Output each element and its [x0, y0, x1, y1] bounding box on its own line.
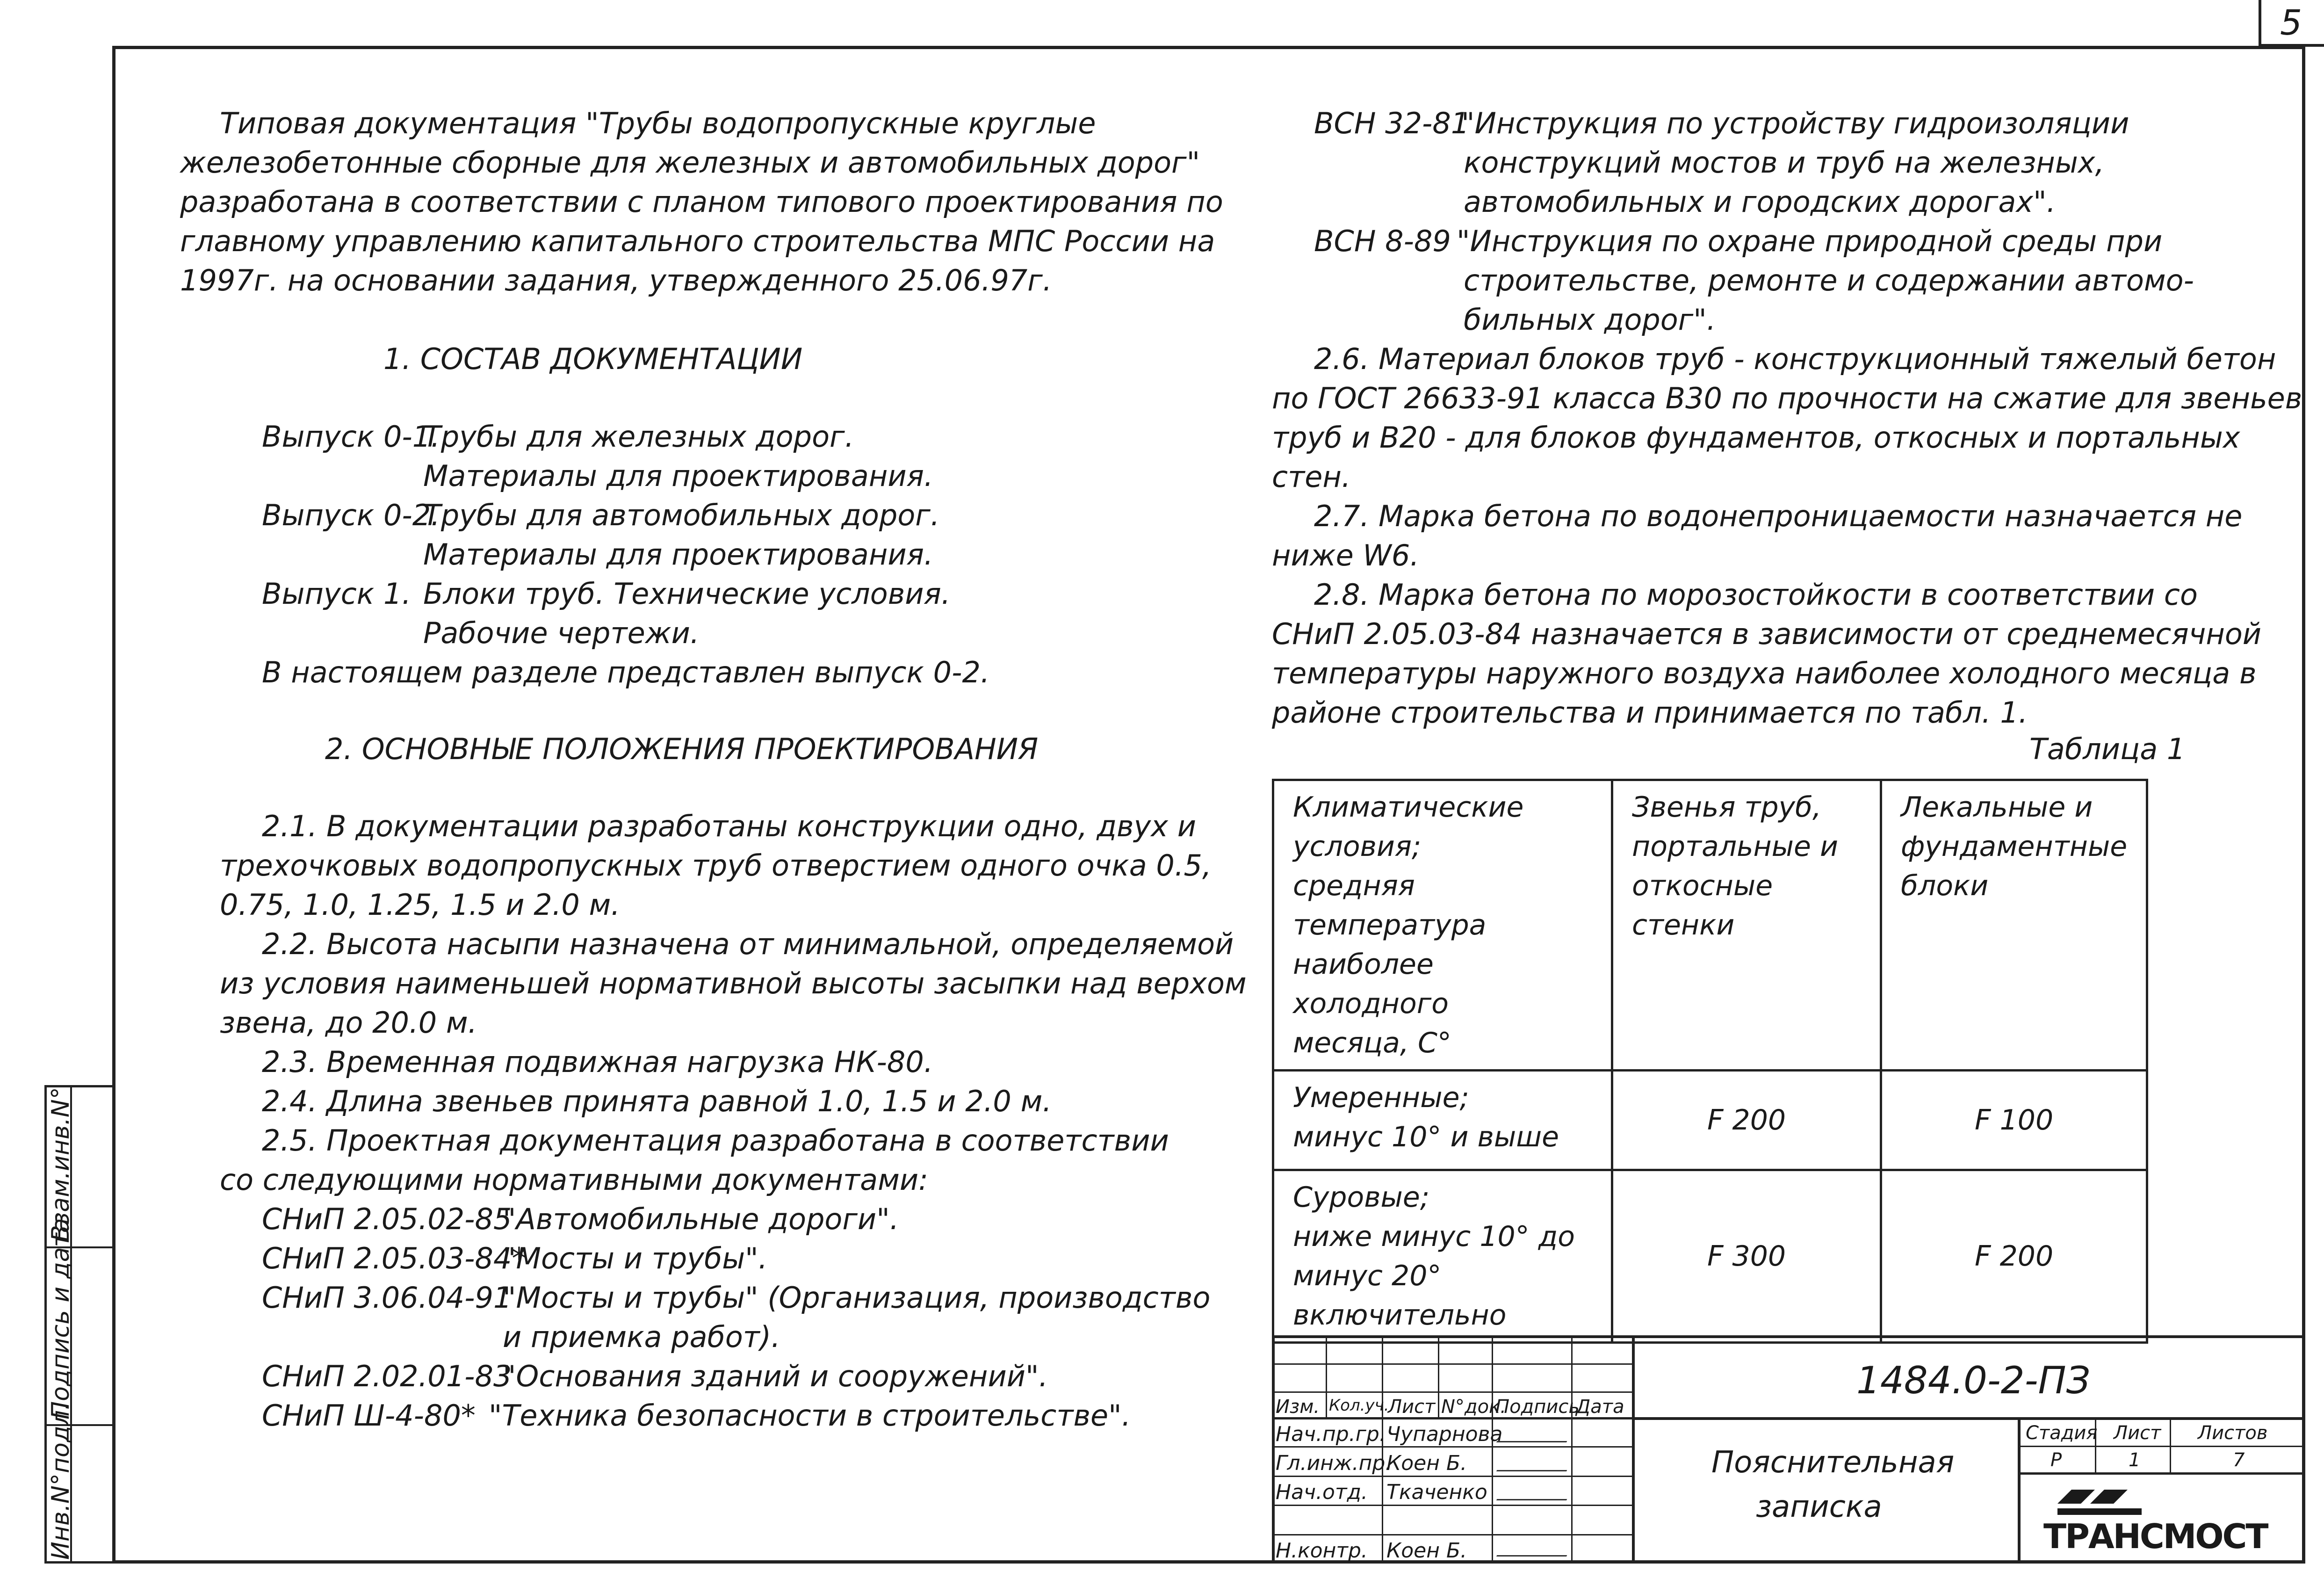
paragraph-line: стен.	[1272, 460, 1351, 494]
issue-key: Выпуск 0-1.	[262, 420, 440, 454]
tb-grid-line	[1438, 1335, 1439, 1419]
paragraph-line: труб и В20 - для блоков фундаментов, откосных и портальных	[1272, 420, 2240, 455]
cell-line: минус 20° включительно	[1293, 1260, 1507, 1332]
section-1-title: 1. СОСТАВ ДОКУМЕНТАЦИИ	[383, 342, 803, 376]
norm-code: СНиП 2.05.02-85	[262, 1202, 512, 1236]
norm-title: "Инструкция по охране природной среды при	[1457, 224, 2163, 258]
company-logo	[2043, 1485, 2277, 1555]
sheets-label: Листов	[2198, 1422, 2268, 1444]
norm-title: "Автомобильные дороги".	[503, 1202, 899, 1236]
issue-key: Выпуск 1.	[262, 577, 411, 611]
norm-title: "Мосты и трубы".	[503, 1241, 768, 1275]
paragraph-line: районе строительства и принимается по табл. 1.	[1272, 695, 2028, 730]
paragraph-line: температуры наружного воздуха наиболее холодного месяца в	[1272, 656, 2257, 690]
norm-title: строительстве, ремонте и содержании автомо-	[1464, 263, 2194, 297]
table-caption: Таблица 1	[2029, 732, 2186, 766]
norm-code: СНиП 2.05.03-84*	[262, 1241, 527, 1275]
signature-mark	[1496, 1451, 1576, 1471]
header-line: откосные стенки	[1632, 869, 1773, 941]
tb-col-header: Дата	[1576, 1396, 1624, 1418]
header-line: фундаментные	[1901, 830, 2128, 863]
intro-line: 1997г. на основании задания, утвержденного 25.06.97г.	[180, 263, 1052, 297]
issue-text: Блоки труб. Технические условия.	[423, 577, 951, 611]
paragraph-line: 2.2. Высота насыпи назначена от минимальной, определяемой	[262, 927, 1234, 961]
signature-mark	[1496, 1480, 1576, 1500]
document-title-line: Пояснительная	[1711, 1445, 1955, 1480]
paragraph-line: 2.5. Проектная документация разработана в соответствии	[262, 1123, 1169, 1158]
norm-code: ВСН 32-81	[1314, 106, 1470, 140]
header-line: наиболее холодного	[1293, 948, 1449, 1020]
stage-value: Р	[2050, 1449, 2062, 1471]
table-row	[1273, 1170, 2147, 1343]
tb-col-header: Лист	[1388, 1396, 1436, 1418]
tb-grid-line	[1272, 1505, 1632, 1506]
page-number: 5	[2280, 3, 2302, 43]
issue-text: Трубы для автомобильных дорог.	[423, 498, 940, 532]
stage-label: Стадия	[2026, 1422, 2098, 1444]
norm-code: СНиП 3.06.04-91	[262, 1281, 512, 1315]
paragraph-line: 2.1. В документации разработаны конструкции одно, двух и	[262, 809, 1196, 843]
issue-note: В настоящем разделе представлен выпуск 0-2.	[262, 655, 990, 689]
frost-resistance-table	[1272, 779, 2148, 1344]
issue-key: Выпуск 0-2.	[262, 498, 440, 532]
header-line: Лекальные и	[1901, 791, 2093, 824]
tb-col-header: N°док.	[1441, 1396, 1506, 1418]
cell-line: минус 10° и выше	[1293, 1121, 1559, 1153]
tb-col-header: Подпись	[1495, 1396, 1580, 1418]
cell-line: ниже минус 10° до	[1293, 1220, 1575, 1253]
norm-title: "Мосты и трубы" (Организация, производство	[503, 1281, 1211, 1315]
tb-border	[2170, 1417, 2171, 1472]
tb-role: Гл.инж.пр.	[1276, 1451, 1392, 1475]
norm-code: СНиП Ш-4-80*	[262, 1398, 476, 1433]
tb-border	[1632, 1335, 1635, 1564]
norm-title: "Техника безопасности в строительстве".	[489, 1398, 1131, 1433]
table-cell: F 100	[1881, 1071, 2147, 1170]
norm-title: "Инструкция по устройству гидроизоляции	[1461, 106, 2129, 140]
tb-role: Нач.отд.	[1276, 1480, 1368, 1504]
intro-line: разработана в соответствии с планом типового проектирования по	[180, 185, 1223, 219]
paragraph-line: 2.6. Материал блоков труб - конструкционный тяжелый бетон	[1314, 342, 2276, 376]
paragraph-line: трехочковых водопропускных труб отверстием одного очка 0.5,	[220, 848, 1212, 883]
paragraph-line: СНиП 2.05.03-84 назначается в зависимости от среднемесячной	[1272, 617, 2262, 651]
paragraph-line: 2.4. Длина звеньев принята равной 1.0, 1.5 и 2.0 м.	[262, 1084, 1052, 1118]
norm-code: ВСН 8-89	[1314, 224, 1451, 258]
paragraph-line: 2.3. Временная подвижная нагрузка НК-80.	[262, 1045, 933, 1079]
intro-line: главному управлению капитального строительства МПС России на	[180, 224, 1215, 258]
tb-grid-line	[1272, 1534, 1632, 1535]
header-line: средняя температура	[1293, 869, 1487, 941]
intro-line: Типовая документация "Трубы водопропускные круглые	[220, 106, 1096, 140]
table-cell: F 300	[1612, 1170, 1881, 1343]
paragraph-line: из условия наименьшей нормативной высоты засыпки над верхом	[220, 966, 1247, 1000]
tb-border	[2018, 1472, 2305, 1475]
norm-title: и приемка работ).	[503, 1320, 780, 1354]
tb-border	[1632, 1417, 2305, 1420]
section-2-title: 2. ОСНОВНЫЕ ПОЛОЖЕНИЯ ПРОЕКТИРОВАНИЯ	[325, 732, 1039, 766]
tb-person: Ткаченко	[1386, 1480, 1487, 1504]
tb-border	[1272, 1335, 2305, 1338]
sheet-label: Лист	[2114, 1422, 2161, 1444]
table-row	[1273, 1071, 2147, 1170]
norm-title: "Основания зданий и сооружений".	[503, 1359, 1048, 1393]
tb-person: Коен Б.	[1386, 1539, 1467, 1563]
paragraph-line: звена, до 20.0 м.	[220, 1006, 477, 1040]
binding-vzam: Взам.инв.N°	[47, 1087, 75, 1242]
header-line: Климатические условия;	[1293, 791, 1524, 863]
intro-line: железобетонные сборные для железных и автомобильных дорог"	[180, 145, 1200, 180]
table-header-row	[1273, 780, 2147, 1071]
tb-grid-line	[1326, 1335, 1327, 1419]
tb-person: Чупарнова	[1386, 1422, 1503, 1446]
norm-title: конструкций мостов и труб на железных,	[1464, 145, 2105, 180]
paragraph-line: ниже W6.	[1272, 538, 1419, 572]
header-line: Звенья труб,	[1632, 791, 1822, 824]
sheets-value: 7	[2233, 1449, 2245, 1471]
paragraph-line: 2.8. Марка бетона по морозостойкости в соответствии со	[1314, 578, 2198, 612]
issue-text: Трубы для железных дорог.	[423, 420, 854, 454]
paragraph-line: по ГОСТ 26633-91 класса В30 по прочности на сжатие для звеньев	[1272, 381, 2302, 415]
issue-text: Материалы для проектирования.	[423, 459, 933, 493]
document-code: 1484.0-2-ПЗ	[1856, 1359, 2090, 1402]
cell-line: Умеренные;	[1293, 1081, 1469, 1114]
title-block	[1272, 1335, 2305, 1564]
tb-col-header: Изм.	[1276, 1396, 1320, 1418]
logo-text: ТРАНСМОСТ	[2043, 1517, 2267, 1556]
header-line: блоки	[1901, 869, 1989, 902]
binding-inv-podl: Инв.N°подл.	[47, 1402, 75, 1560]
tb-grid-line	[1571, 1335, 1573, 1564]
tb-grid-line	[1272, 1476, 1632, 1477]
table-cell: F 200	[1881, 1170, 2147, 1343]
tb-border	[2018, 1446, 2305, 1447]
header-line: месяца, С°	[1293, 1027, 1451, 1059]
table-header-cell	[1881, 780, 2147, 1071]
table-header-cell	[1612, 780, 1881, 1071]
norm-title: автомобильных и городских дорогах".	[1464, 185, 2056, 219]
header-line: портальные и	[1632, 830, 1839, 863]
sheet-value: 1	[2129, 1449, 2141, 1471]
tb-border	[2018, 1417, 2021, 1564]
paragraph-line: со следующими нормативными документами:	[220, 1163, 929, 1197]
table-cell	[1273, 1071, 1612, 1170]
binding-signature-date: Подпись и дата	[47, 1218, 75, 1419]
issue-text: Материалы для проектирования.	[423, 537, 933, 572]
tb-person: Коен Б.	[1386, 1451, 1467, 1475]
paragraph-line: 0.75, 1.0, 1.25, 1.5 и 2.0 м.	[220, 888, 621, 922]
table-cell	[1273, 1170, 1612, 1343]
tb-grid-line	[1272, 1446, 1632, 1448]
signature-mark	[1496, 1422, 1576, 1442]
paragraph-line: 2.7. Марка бетона по водонепроницаемости назначается не	[1314, 499, 2243, 533]
document-title-line: записка	[1756, 1490, 1882, 1524]
table-header-cell	[1273, 780, 1612, 1071]
binding-strip	[44, 1085, 112, 1564]
tb-role: Н.контр.	[1276, 1539, 1368, 1563]
signature-mark	[1496, 1536, 1576, 1557]
issue-text: Рабочие чертежи.	[423, 616, 700, 650]
table-cell: F 200	[1612, 1071, 1881, 1170]
norm-code: СНиП 2.02.01-83	[262, 1359, 512, 1393]
tb-role: Нач.пр.гр.	[1276, 1422, 1386, 1446]
tb-col-header: Кол.уч.	[1329, 1396, 1389, 1415]
cell-line: Суровые;	[1293, 1181, 1430, 1214]
tb-grid-line	[1492, 1335, 1493, 1564]
tb-border	[1272, 1335, 1275, 1564]
page-number-box	[2259, 0, 2324, 47]
norm-title: бильных дорог".	[1464, 303, 1716, 337]
